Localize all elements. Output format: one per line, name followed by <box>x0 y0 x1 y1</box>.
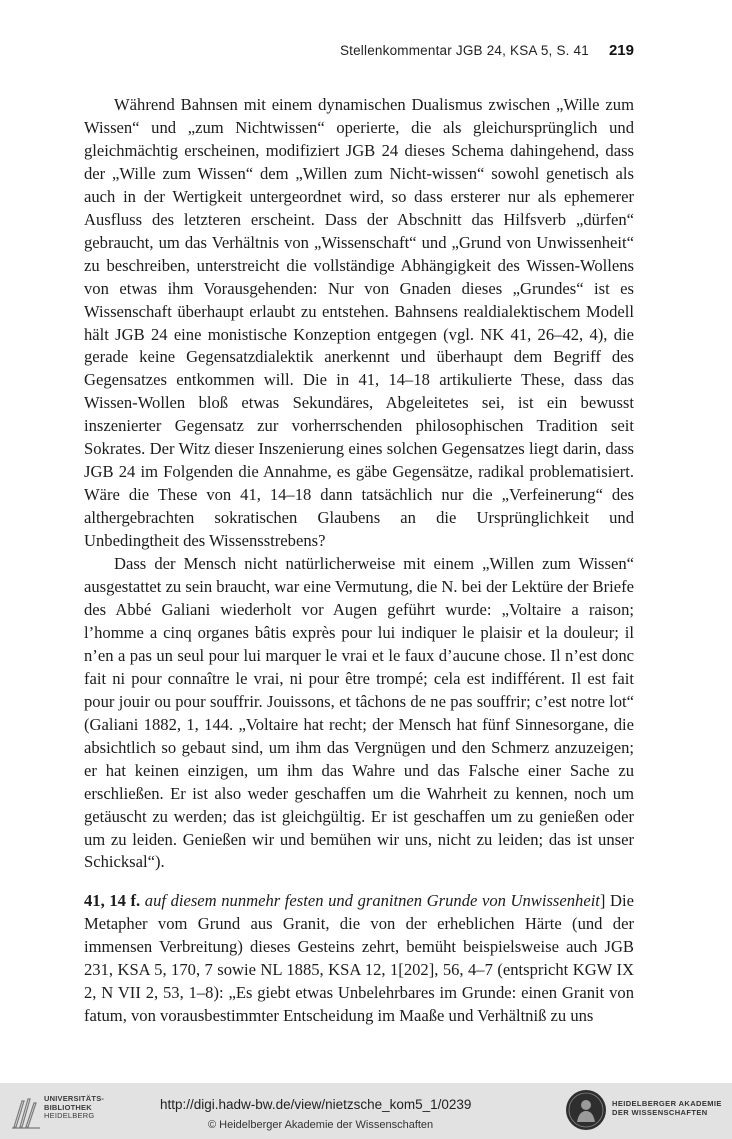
entry-lemma: auf diesem nunmehr festen und granitnen Grunde von Unwissenheit <box>144 891 600 911</box>
academy-seal-icon <box>565 1089 607 1131</box>
library-name-line-2: BIBLIOTHEK <box>44 1102 92 1112</box>
commentary-body <box>84 94 634 1028</box>
academy-name <box>612 1099 722 1117</box>
running-head-title: Stellenkommentar JGB 24, KSA 5, S. 41 <box>339 43 589 58</box>
page-footer <box>0 1083 732 1139</box>
lemma-bracket: ] <box>599 891 606 911</box>
library-name-line-3: HEIDELBERG <box>44 1111 95 1120</box>
commentary-entry <box>84 890 634 1028</box>
academy-name-line-2: DER WISSENSCHAFTEN <box>612 1108 708 1117</box>
page-number: 219 <box>608 42 634 59</box>
university-library-logo-icon <box>10 1093 42 1131</box>
entry-reference: 41, 14 f. <box>84 891 141 911</box>
academy-name-line-1: HEIDELBERGER AKADEMIE <box>612 1099 722 1108</box>
running-head <box>84 42 634 64</box>
permalink-url[interactable]: http://digi.hadw-bw.de/view/nietzsche_kom5_1/0239 <box>160 1097 472 1112</box>
paragraph-bahnsen: Während Bahnsen mit einem dynamischen Dualismus zwischen „Wille zum Wissen“ und „zum Nichtwissen“ operierte, die als gleichursprünglich und gleichmächtig erscheinen, modifiziert JGB 24 dieses Schema dahingehend, dass der „Wille zum Wissen“ dem „Willen zum Nicht-wissen“ sowohl genetisch als auch in der Wertigkeit untergeordnet wird, so dass ersterer nur als ephemerer Ausfluss des letzteren erscheint. Dass der Abschnitt das Hilfsverb „dürfen“ gebraucht, um das Verhältnis von „Wissenschaft“ und „Grund von Unwissenheit“ zu beschreiben, unterstreicht die vollständige Abhängigkeit des Wissen-Wollens von etwas ihm Vorausgehenden: Nur von Gnaden dieses „Grundes“ ist es Wissenschaft überhaupt erlaubt zu entstehen. Bahnsens realdialektischem Modell hält JGB 24 eine monistische Konzeption entgegen (vgl. NK 41, 26–42, 4), die gerade keine Gegensatzdialektik anerkennt und überhaupt dem Begriff des Gegensatzes entkommen will. Die in 41, 14–18 artikulierte These, dass das Wissen-Wollen bloß etwas Sekundäres, Abgeleitetes sei, ist ein bewusst inszenierter Gegensatz zur vorherrschenden philosophischen Tradition seit Sokrates. Der Witz dieser Inszenierung eines solchen Gegensatzes liegt darin, dass JGB 24 im Folgenden die Annahme, es gäbe Gegensätze, radikal problematisiert. Wäre die These von 41, 14–18 dann tatsächlich nur die „Verfeinerung“ des althergebrachten sokratischen Glaubens an die Ursprünglichkeit und Unbedingtheit des Wissensstrebens? <box>84 95 634 551</box>
entry-text: Die Metapher vom Grund aus Granit, die von der erheblichen Härte (und der immensen Verbreitung) dieses Gesteins zehrt, bemüht beispielsweise auch JGB 231, KSA 5, 170, 7 sowie NL 1885, KSA 12, 1[202], 56, 4–7 (entspricht KGW IX 2, N VII 2, 53, 1–8): „Es giebt etwas Unbelehrbares im Grunde: einen Granit von fatum, von vorausbestimmter Entscheidung im Maaße und Verhältniß zu uns <box>84 891 635 1026</box>
copyright-notice: © Heidelberger Akademie der Wissenschaften <box>208 1119 434 1131</box>
university-library-name <box>44 1095 104 1121</box>
library-name-line-1: UNIVERSITÄTS- <box>44 1094 105 1103</box>
paragraph-galiani: Dass der Mensch nicht natürlicherweise mit einem „Willen zum Wissen“ ausgestattet zu sein braucht, war eine Vermutung, die N. bei der Lektüre der Briefe des Abbé Galiani wiederholt vor Augen geführt wurde: „Voltaire a raison; l’homme a cinq organes bâtis exprès pour lui indiquer le plaisir et la douleur; il n’en a pas un seul pour lui marquer le vrai et le faux d’aucune chose. Il n’est donc fait ni pour connaître le vrai, ni pour être trompé; cela est indifférent. Il est fait pour jouir ou pour souffrir. Jouissons, et tâchons de ne pas souffrir; c’est notre lot“ (Galiani 1882, 1, 144. „Voltaire hat recht; der Mensch hat fünf Sinnesorgane, die absichtlich so gebaut sind, um ihm das Vergnügen und den Schmerz anzuzeigen; er hat keinen einzigen, um ihm das Wahre und das Falsche einer Sache zu erschließen. Er ist also weder geschaffen um die Wahrheit zu kennen, noch um getäuscht zu werden; das ist gleichgültig. Er ist geschaffen um zu genießen oder um zu leiden. Genießen wir und bemühen wir uns, nicht zu leiden; das ist unser Schicksal“). <box>84 554 634 872</box>
